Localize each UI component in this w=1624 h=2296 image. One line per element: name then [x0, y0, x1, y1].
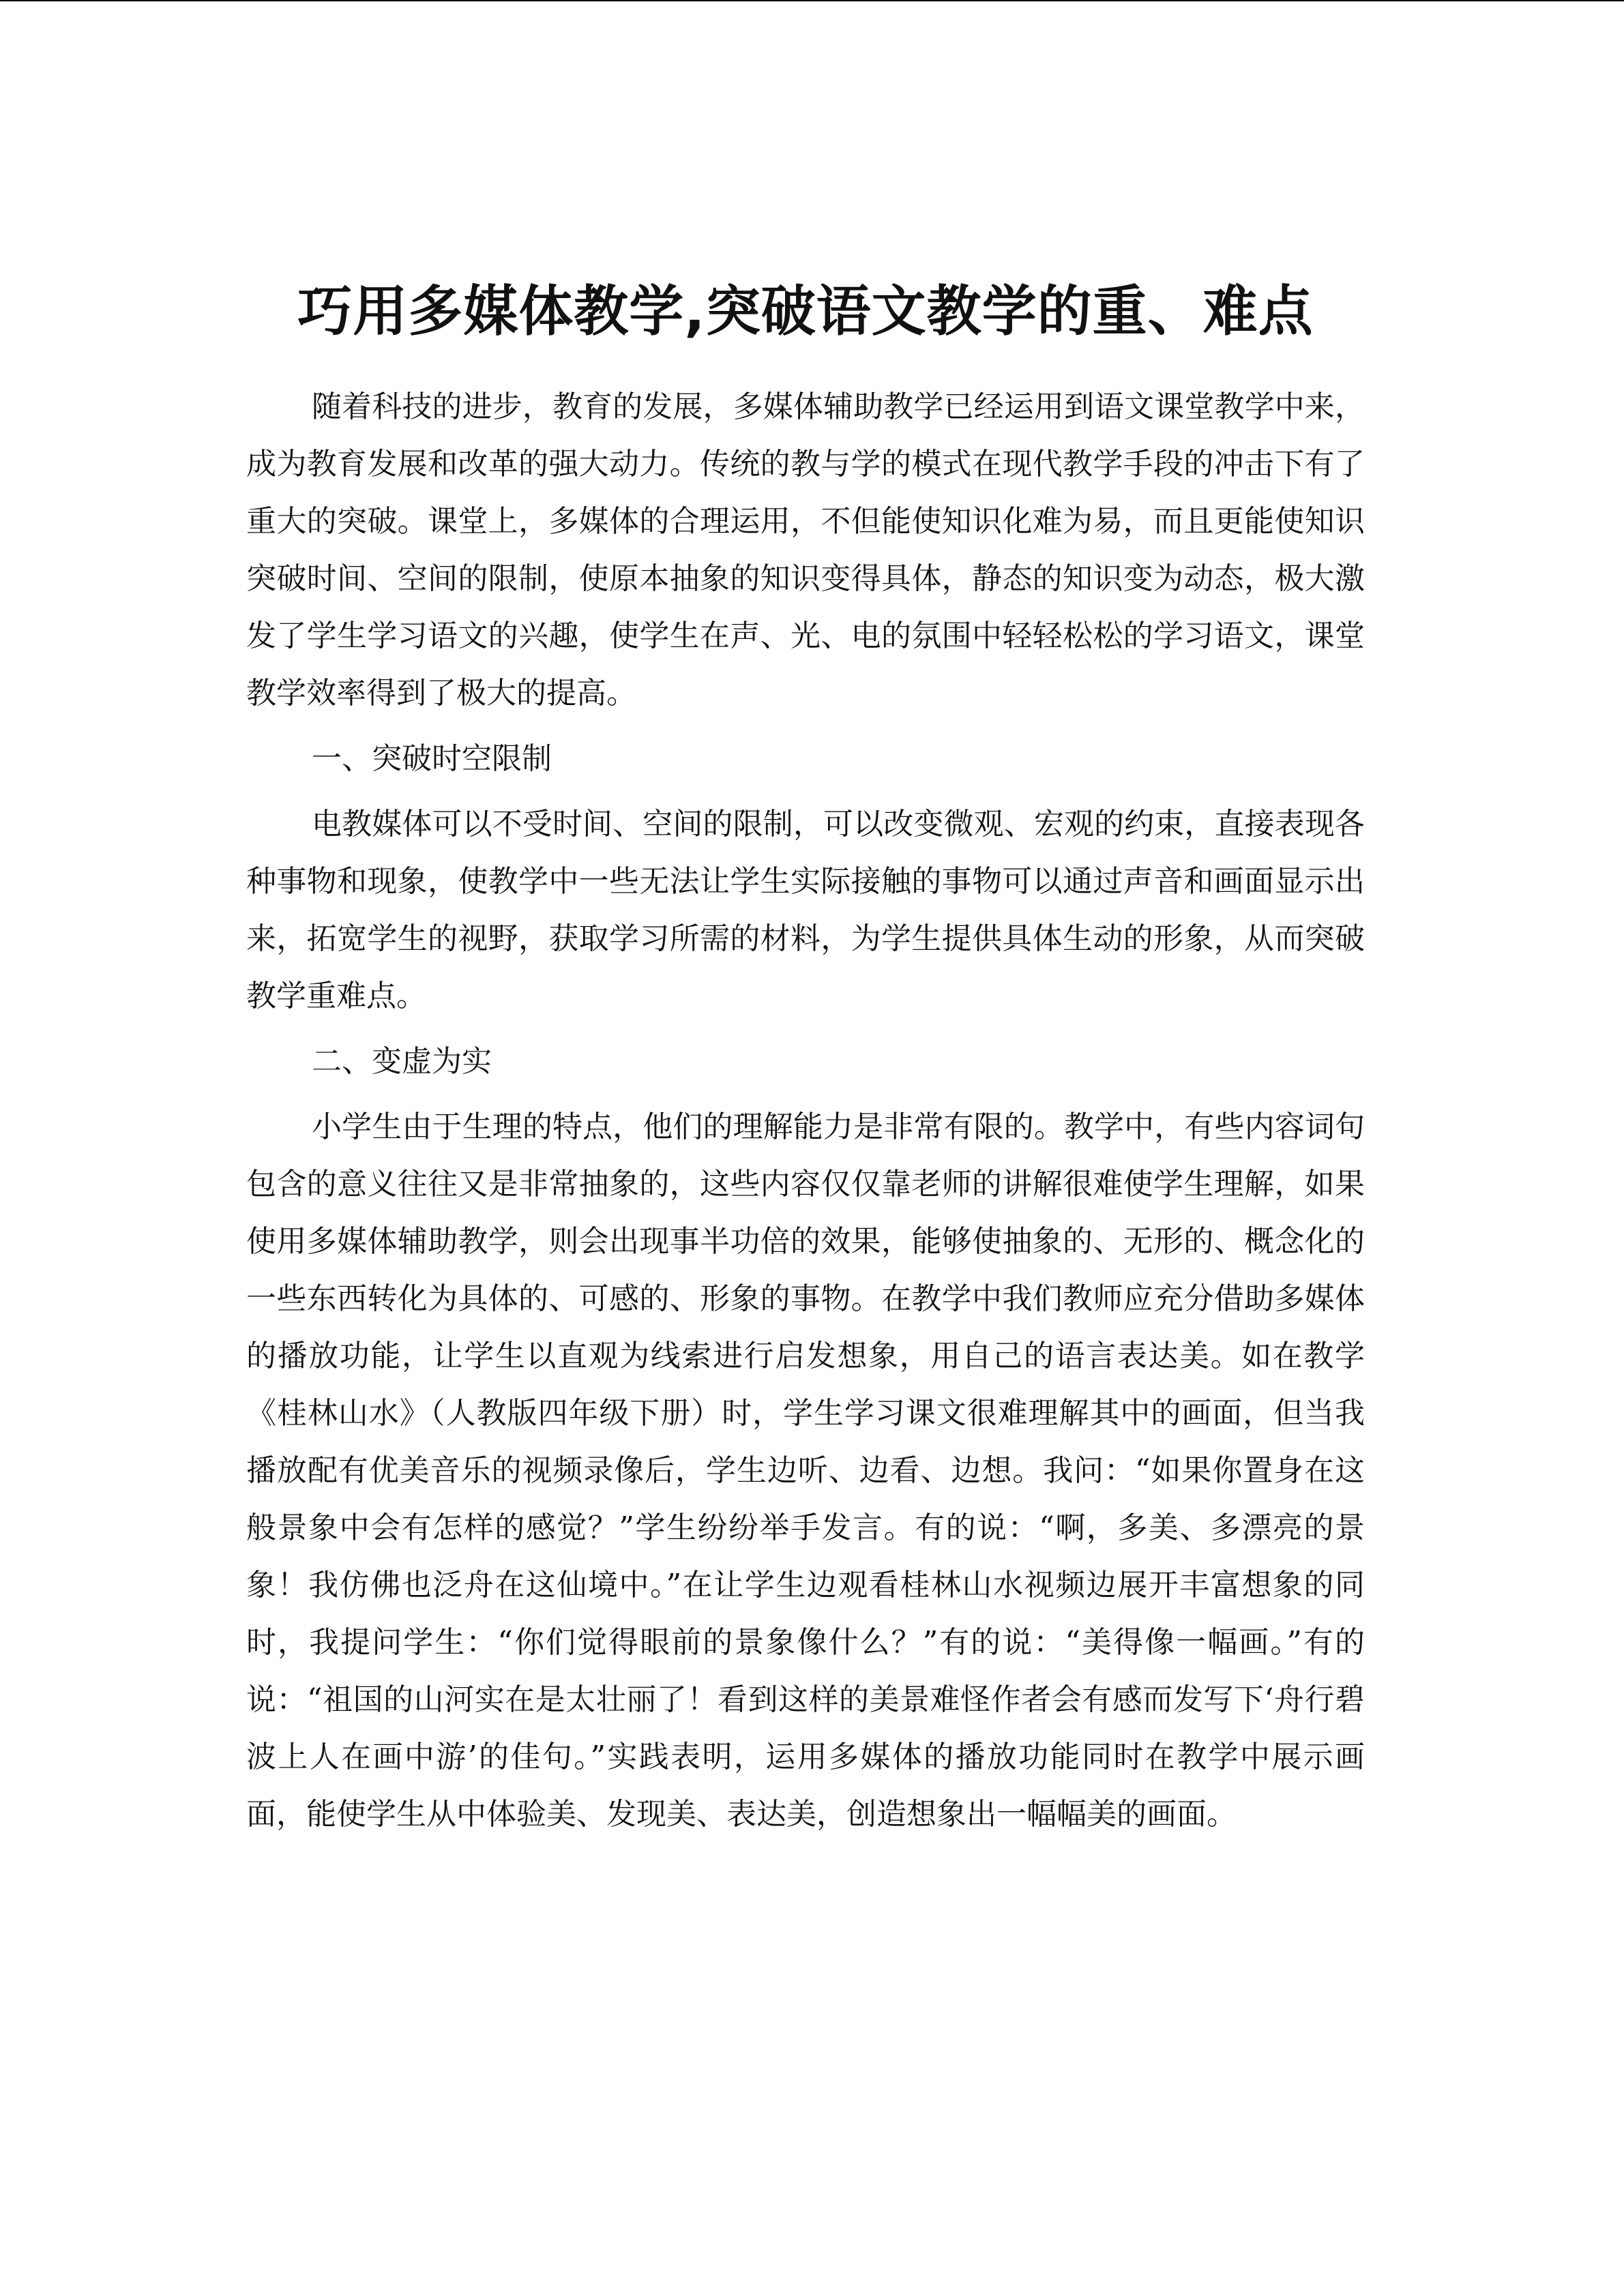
document-title: 巧用多媒体教学,突破语文教学的重、难点 — [297, 280, 1314, 343]
section-heading-1: 一、突破时空限制 — [312, 741, 552, 776]
section-paragraph-2: 小学生由于生理的特点，他们的理解能力是非常有限的。教学中，有些内容词句包含的意义往往又是非常抽象的，这些内容仅仅靠老师的讲解很难使学生理解，如果使用多媒体辅助教学，则会出现事半功倍的效果，能够使抽象的、无形的、概念化的一些东西转化为具体的、可感的、形象的事物。在教学中我们教师应充分借助多媒体的播放功能，让学生以直观为线索进行启发想象，用自己的语言表达美。如在教学《桂林山水》（人教版四年级下册）时，学生学习课文很难理解其中的画面，但当我播放配有优美音乐的视频录像后，学生边听、边看、边想。我问：“如果你置身在这般景象中会有怎样的感觉？”学生纷纷举手发言。有的说：“啊，多美、多漂亮的景象！我仿佛也泛舟在这仙境中。”在让学生边观看桂林山水视频边展开丰富想象的同时，我提问学生：“你们觉得眼前的景象像什么？”有的说：“美得像一幅画。”有的说：“祖国的山河实在是太壮丽了！看到这样的美景难怪作者会有感而发写下‘舟行碧波上人在画中游’的佳句。”实践表明，运用多媒体的播放功能同时在教学中展示画面，能使学生从中体验美、发现美、表达美，创造想象出一幅幅美的画面。 — [246, 1109, 1365, 1832]
document-body — [246, 271, 1365, 1851]
intro-paragraph: 随着科技的进步，教育的发展，多媒体辅助教学已经运用到语文课堂教学中来，成为教育发展和改革的强大动力。传统的教与学的模式在现代教学手段的冲击下有了重大的突破。课堂上，多媒体的合理运用，不但能使知识化难为易，而且更能使知识突破时间、空间的限制，使原本抽象的知识变得具体，静态的知识变为动态，极大激发了学生学习语文的兴趣，使学生在声、光、电的氛围中轻轻松松的学习语文，课堂教学效率得到了极大的提高。 — [246, 389, 1365, 711]
section-heading-2: 二、变虚为实 — [312, 1044, 492, 1079]
section-paragraph-1: 电教媒体可以不受时间、空间的限制，可以改变微观、宏观的约束，直接表现各种事物和现象，使教学中一些无法让学生实际接触的事物可以通过声音和画面显示出来，拓宽学生的视野，获取学习所需的材料，为学生提供具体生动的形象，从而突破教学重难点。 — [246, 807, 1365, 1013]
